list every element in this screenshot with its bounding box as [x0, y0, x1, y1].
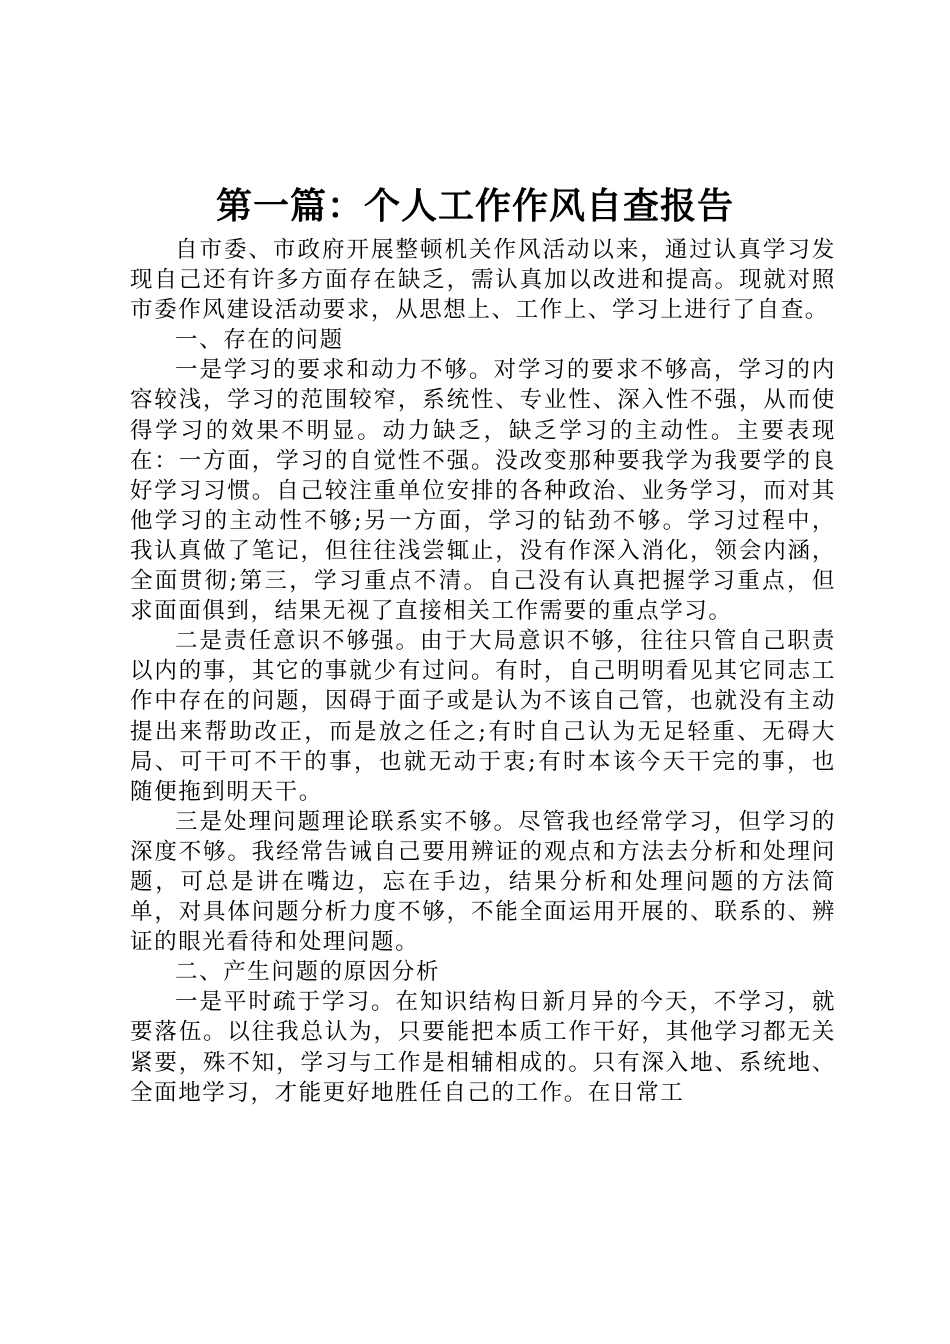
paragraph-problem-2: 二是责任意识不够强。由于大局意识不够，往往只管自己职责以内的事，其它的事就少有过问。有时，自己明明看见其它同志工作中存在的问题，因碍于面子或是认为不该自己管，也就没有主动提出来帮助改正，而是放之任之;有时自己认为无足轻重、无碍大局、可干可不干的事，也就无动于衷;有时本该今天干完的事，也随便拖到明天干。 [130, 628, 836, 805]
paragraph-problem-3: 三是处理问题理论联系实不够。尽管我也经常学习，但学习的深度不够。我经常告诫自己要用辨证的观点和方法去分析和处理问题，可总是讲在嘴边，忘在手边，结果分析和处理问题的方法简单，对具体问题分析力度不够，不能全面运用开展的、联系的、辨证的眼光看待和处理问题。 [130, 808, 836, 956]
paragraph-problem-1: 一是学习的要求和动力不够。对学习的要求不够高，学习的内容较浅，学习的范围较窄，系统性、专业性、深入性不强，从而使得学习的效果不明显。动力缺乏，缺乏学习的主动性。主要表现在：一方面，学习的自觉性不强。没改变那种要我学为我要学的良好学习习惯。自己较注重单位安排的各种政治、业务学习，而对其他学习的主动性不够;另一方面，学习的钻劲不够。学习过程中，我认真做了笔记，但往往浅尝辄止，没有作深入消化，领会内涵，全面贯彻;第三，学习重点不清。自己没有认真把握学习重点，但求面面俱到，结果无视了直接相关工作需要的重点学习。 [130, 357, 836, 625]
paragraph-cause-1: 一是平时疏于学习。在知识结构日新月异的今天，不学习，就要落伍。以往我总认为，只要能把本质工作干好，其他学习都无关紧要，殊不知，学习与工作是相辅相成的。只有深入地、系统地、全面地学习，才能更好地胜任自己的工作。在日常工 [130, 989, 836, 1106]
document-title: 第一篇：个人工作作风自查报告 [215, 185, 734, 227]
document-body [130, 235, 836, 1108]
section-heading-causes: 二、产生问题的原因分析 [175, 959, 441, 986]
paragraph-intro: 自市委、市政府开展整顿机关作风活动以来，通过认真学习发现自己还有许多方面存在缺乏，需认真加以改进和提高。现就对照市委作风建设活动要求，从思想上、工作上、学习上进行了自查。 [130, 237, 836, 324]
section-heading-problems: 一、存在的问题 [175, 327, 344, 354]
